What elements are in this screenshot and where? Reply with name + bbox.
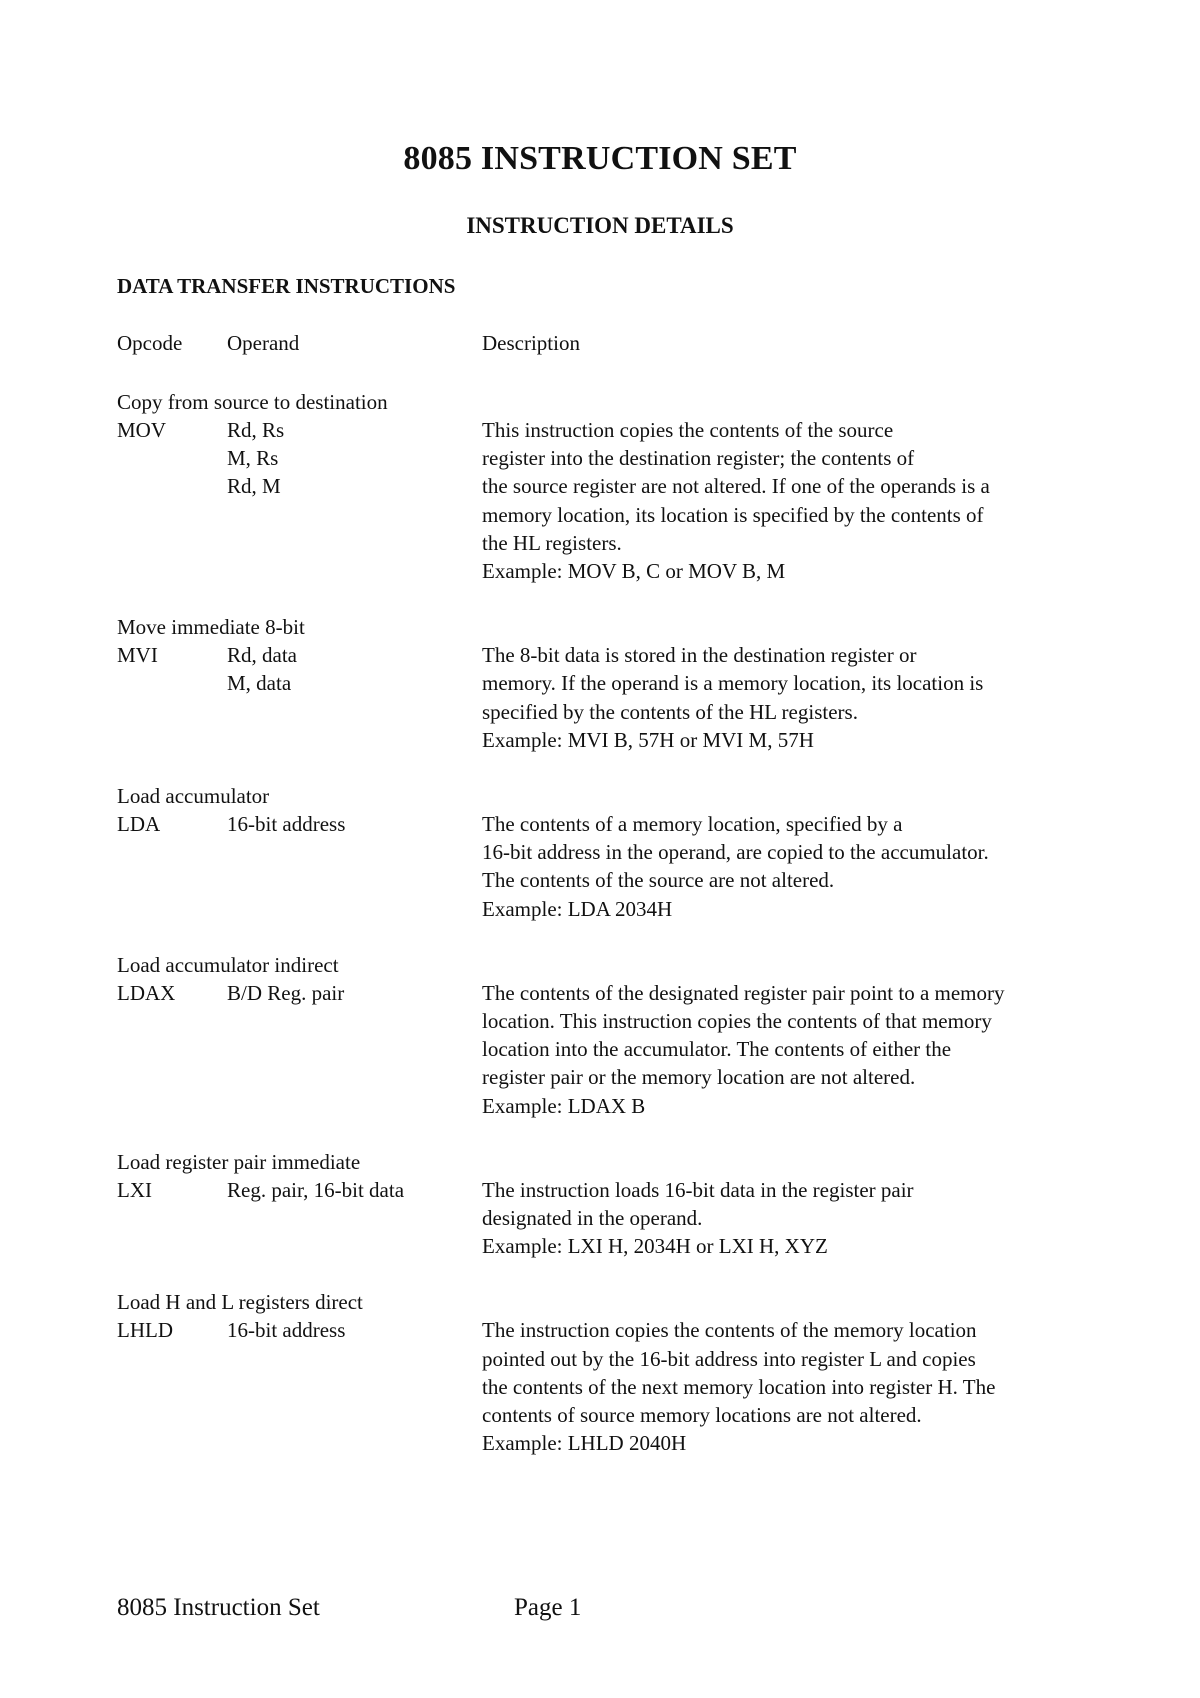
description-line: register into the destination register; the contents of [482,446,915,471]
operand: B/D Reg. pair [227,980,345,1005]
column-header-description: Description [482,331,580,355]
description-line: memory. If the operand is a memory location, its location is [482,671,984,696]
description-line: The contents of the designated register pair point to a memory [482,980,1005,1005]
operand: Rd, data [227,643,297,668]
description-line: Example: LHLD 2040H [482,1431,687,1456]
description-line: the source register are not altered. If one of the operands is a [482,474,990,499]
description-line: designated in the operand. [482,1205,703,1230]
description-line: memory location, its location is specified by the contents of [482,502,984,527]
instruction-block [0,782,1200,923]
section-heading: DATA TRANSFER INSTRUCTIONS [117,274,456,298]
description-line: The 8-bit data is stored in the destination register or [482,643,917,668]
operand-list [227,1316,457,1344]
operand-list [227,1176,457,1204]
instruction-heading: Load accumulator indirect [117,952,339,977]
operand: Rd, M [227,474,281,498]
description-line: Example: MVI B, 57H or MVI M, 57H [482,727,814,752]
instruction-row [0,641,1200,754]
description [482,1176,1092,1261]
instruction-heading: Move immediate 8-bit [117,615,305,640]
description-line: The instruction loads 16-bit data in the register pair [482,1177,914,1202]
description [482,810,1092,923]
instruction-list [0,388,1200,1485]
operand: Rd, Rs [227,418,285,442]
instruction-row [0,416,1200,585]
description [482,641,1092,754]
operand: M, data [227,671,292,696]
description-line: Example: MOV B, C or MOV B, M [482,559,786,584]
instruction-block [0,388,1200,585]
instruction-row [0,1316,1200,1457]
operand: Reg. pair, 16-bit data [227,1177,405,1202]
description-line: register pair or the memory location are not altered. [482,1065,916,1090]
instruction-heading: Load accumulator [117,783,270,808]
document-title: 8085 INSTRUCTION SET [403,140,797,177]
description-line: the contents of the next memory location into register H. The [482,1374,996,1399]
description-line: 16-bit address in the operand, are copied to the accumulator. [482,840,989,865]
description-line: pointed out by the 16-bit address into register L and copies [482,1346,976,1371]
description-line: the HL registers. [482,530,622,555]
description [482,979,1092,1120]
opcode: LXI [117,1177,152,1202]
instruction-block [0,613,1200,754]
description [482,416,1092,585]
operand-list [227,979,457,1007]
instruction-block [0,1288,1200,1457]
column-header-opcode: Opcode [117,331,183,355]
opcode: MVI [117,643,158,668]
operand-list [227,810,457,838]
document-subtitle: INSTRUCTION DETAILS [466,213,734,238]
instruction-row [0,1176,1200,1261]
description-line: Example: LXI H, 2034H or LXI H, XYZ [482,1234,828,1259]
opcode: MOV [117,418,167,442]
description-line: location into the accumulator. The contents of either the [482,1037,952,1062]
opcode: LDAX [117,980,176,1005]
description-line: contents of source memory locations are not altered. [482,1402,922,1427]
operand-list [227,641,457,697]
footer-page-number: Page 1 [514,1594,582,1621]
instruction-row [0,810,1200,923]
description-line: The contents of a memory location, specified by a [482,811,903,836]
description-line: specified by the contents of the HL registers. [482,699,858,724]
operand: 16-bit address [227,1318,346,1343]
description-line: Example: LDA 2034H [482,896,673,921]
instruction-heading: Copy from source to destination [117,390,388,414]
instruction-block [0,1148,1200,1261]
instruction-heading: Load H and L registers direct [117,1290,363,1315]
operand-list [227,416,457,500]
operand: M, Rs [227,446,279,470]
operand: 16-bit address [227,811,346,836]
instruction-heading: Load register pair immediate [117,1149,361,1174]
description-line: The instruction copies the contents of the memory location [482,1318,977,1343]
description [482,1316,1092,1457]
instruction-block [0,951,1200,1120]
opcode: LHLD [117,1318,173,1343]
column-header-operand: Operand [227,331,300,355]
description-line: The contents of the source are not altered. [482,868,835,893]
description-line: location. This instruction copies the contents of that memory [482,1008,992,1033]
opcode: LDA [117,811,161,836]
description-line: This instruction copies the contents of the source [482,418,894,442]
footer-title: 8085 Instruction Set [117,1594,320,1621]
instruction-row [0,979,1200,1120]
description-line: Example: LDAX B [482,1093,646,1118]
